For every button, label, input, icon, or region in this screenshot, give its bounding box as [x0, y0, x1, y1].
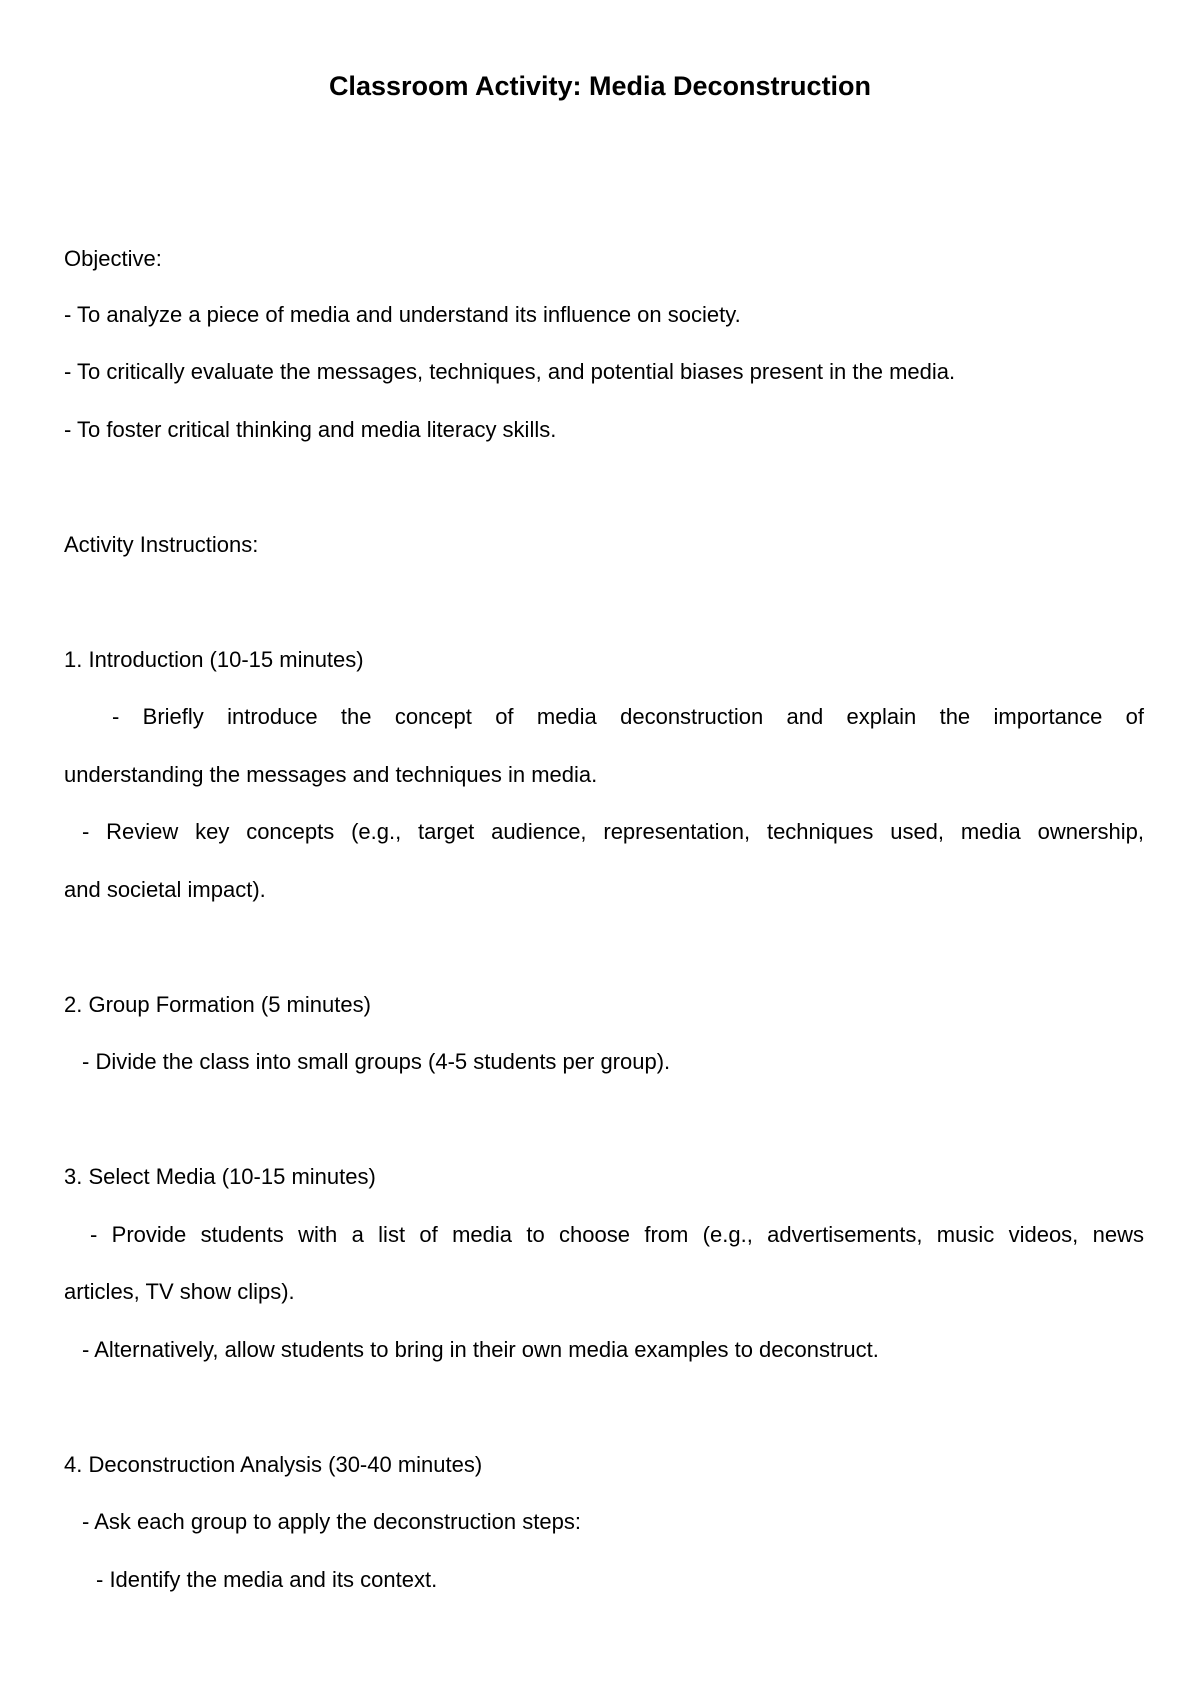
- section-line: - Briefly introduce the concept of media deconstruction and explain the importance of: [112, 704, 1144, 729]
- objective-item: - To foster critical thinking and media literacy skills.: [64, 417, 557, 442]
- section-line: - Identify the media and its context.: [96, 1567, 438, 1592]
- section-heading: 1. Introduction (10-15 minutes): [64, 647, 364, 672]
- section-line: - Review key concepts (e.g., target audience, representation, techniques used, media ownership,: [82, 819, 1144, 844]
- instructions-heading: Activity Instructions:: [64, 532, 259, 557]
- section-line: articles, TV show clips).: [64, 1279, 295, 1304]
- section-line: - Alternatively, allow students to bring in their own media examples to deconstruct.: [82, 1337, 879, 1362]
- objective-heading: Objective:: [64, 246, 162, 271]
- objective-item: - To analyze a piece of media and understand its influence on society.: [64, 302, 741, 327]
- section-line: - Provide students with a list of media to choose from (e.g., advertisements, music videos, news: [90, 1222, 1144, 1247]
- section-line: and societal impact).: [64, 877, 266, 902]
- section-heading: 4. Deconstruction Analysis (30-40 minutes): [64, 1452, 483, 1477]
- objective-item: - To critically evaluate the messages, techniques, and potential biases present in the media.: [64, 359, 956, 384]
- section-line: - Divide the class into small groups (4-5 students per group).: [82, 1049, 671, 1074]
- section-heading: 2. Group Formation (5 minutes): [64, 992, 371, 1017]
- section-heading: 3. Select Media (10-15 minutes): [64, 1164, 376, 1189]
- section-line: - Ask each group to apply the deconstruction steps:: [82, 1509, 581, 1534]
- document-title: Classroom Activity: Media Deconstruction: [328, 71, 872, 101]
- section-line: understanding the messages and techniques in media.: [64, 762, 598, 787]
